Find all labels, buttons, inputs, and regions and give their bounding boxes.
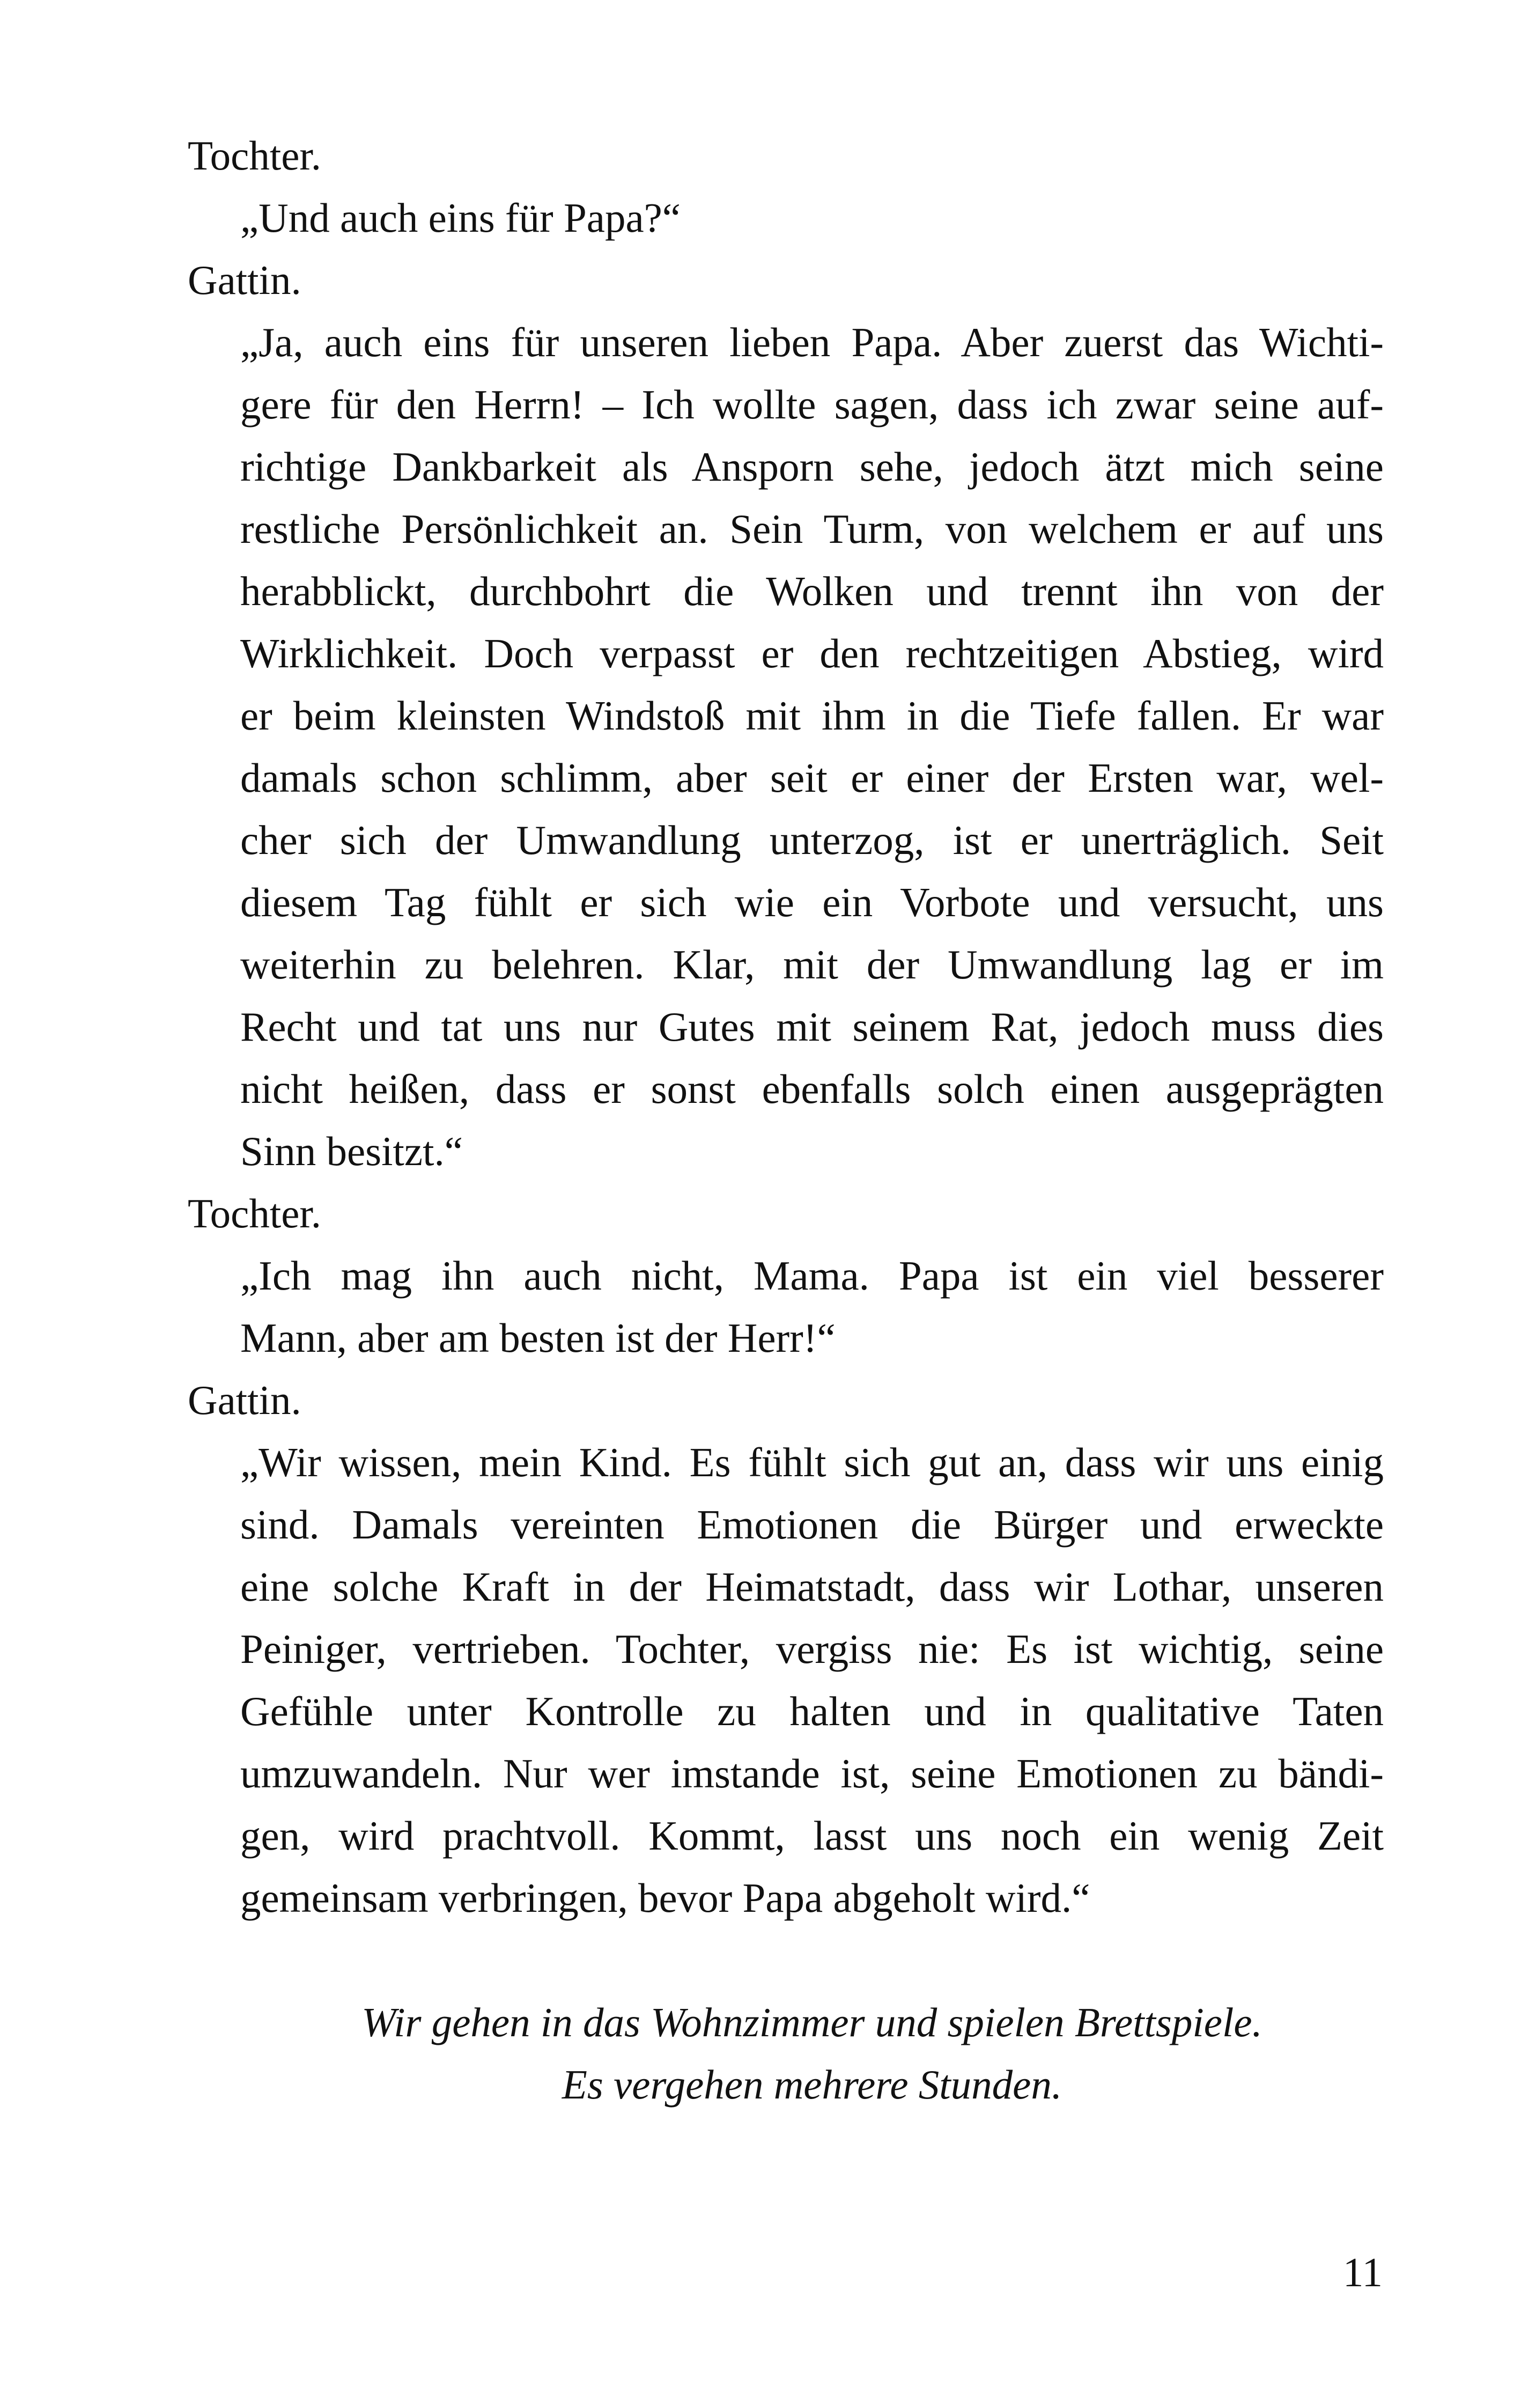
speech-line: herabblickt, durchbohrt die Wolken und trennt ihn von der bbox=[240, 568, 1384, 614]
speech-line: Recht und tat uns nur Gutes mit seinem Rat, jedoch muss dies bbox=[240, 1004, 1384, 1050]
speech-line: Mann, aber am besten ist der Herr!“ bbox=[240, 1315, 836, 1361]
speech-line: weiterhin zu belehren. Klar, mit der Umwandlung lag er im bbox=[240, 941, 1384, 988]
speech-line: diesem Tag fühlt er sich wie ein Vorbote und versucht, uns bbox=[240, 879, 1384, 925]
speech-line: Wirklichkeit. Doch verpasst er den rechtzeitigen Abstieg, wird bbox=[240, 630, 1384, 676]
speech-line: nicht heißen, dass er sonst ebenfalls solch einen ausgeprägten bbox=[240, 1066, 1384, 1112]
speech-line: Sinn besitzt.“ bbox=[240, 1128, 463, 1174]
speech-line: Peiniger, vertrieben. Tochter, vergiss nie: Es ist wichtig, seine bbox=[240, 1626, 1384, 1672]
speaker-label: Gattin. bbox=[188, 1377, 301, 1423]
page-number: 11 bbox=[1342, 2249, 1383, 2295]
speech-line: restliche Persönlichkeit an. Sein Turm, von welchem er auf uns bbox=[240, 506, 1384, 552]
speech-line: sind. Damals vereinten Emotionen die Bürger und erweckte bbox=[240, 1501, 1384, 1548]
speaker-label: Gattin. bbox=[188, 257, 301, 303]
speaker-label: Tochter. bbox=[188, 132, 322, 179]
speech-line: „Wir wissen, mein Kind. Es fühlt sich gut an, dass wir uns einig bbox=[240, 1439, 1384, 1485]
speech-line: „Ja, auch eins für unseren lieben Papa. Aber zuerst das Wichti- bbox=[240, 319, 1384, 365]
speech-line: eine solche Kraft in der Heimatstadt, dass wir Lothar, unseren bbox=[240, 1564, 1384, 1610]
speech-line: gere für den Herrn! – Ich wollte sagen, dass ich zwar seine auf- bbox=[240, 381, 1384, 428]
stage-direction-line: Wir gehen in das Wohnzimmer und spielen Brettspiele. bbox=[361, 1999, 1262, 2045]
speech-line: cher sich der Umwandlung unterzog, ist er unerträglich. Seit bbox=[240, 817, 1384, 863]
speech-line: „Ich mag ihn auch nicht, Mama. Papa ist ein viel besserer bbox=[240, 1253, 1384, 1299]
speech-line: umzuwandeln. Nur wer imstande ist, seine Emotionen zu bändi- bbox=[240, 1750, 1384, 1796]
speech-line: er beim kleinsten Windstoß mit ihm in die Tiefe fallen. Er war bbox=[240, 693, 1384, 739]
speaker-label: Tochter. bbox=[188, 1190, 322, 1236]
speech-line: „Und auch eins für Papa?“ bbox=[240, 195, 681, 241]
speech-line: gen, wird prachtvoll. Kommt, lasst uns noch ein wenig Zeit bbox=[240, 1813, 1384, 1859]
speech-line: Gefühle unter Kontrolle zu halten und in qualitative Taten bbox=[240, 1688, 1384, 1734]
stage-direction-line: Es vergehen mehrere Stunden. bbox=[562, 2061, 1062, 2108]
speech-line: richtige Dankbarkeit als Ansporn sehe, jedoch ätzt mich seine bbox=[240, 444, 1384, 490]
speech-line: damals schon schlimm, aber seit er einer der Ersten war, wel- bbox=[240, 755, 1384, 801]
speech-line: gemeinsam verbringen, bevor Papa abgeholt wird.“ bbox=[240, 1875, 1090, 1921]
